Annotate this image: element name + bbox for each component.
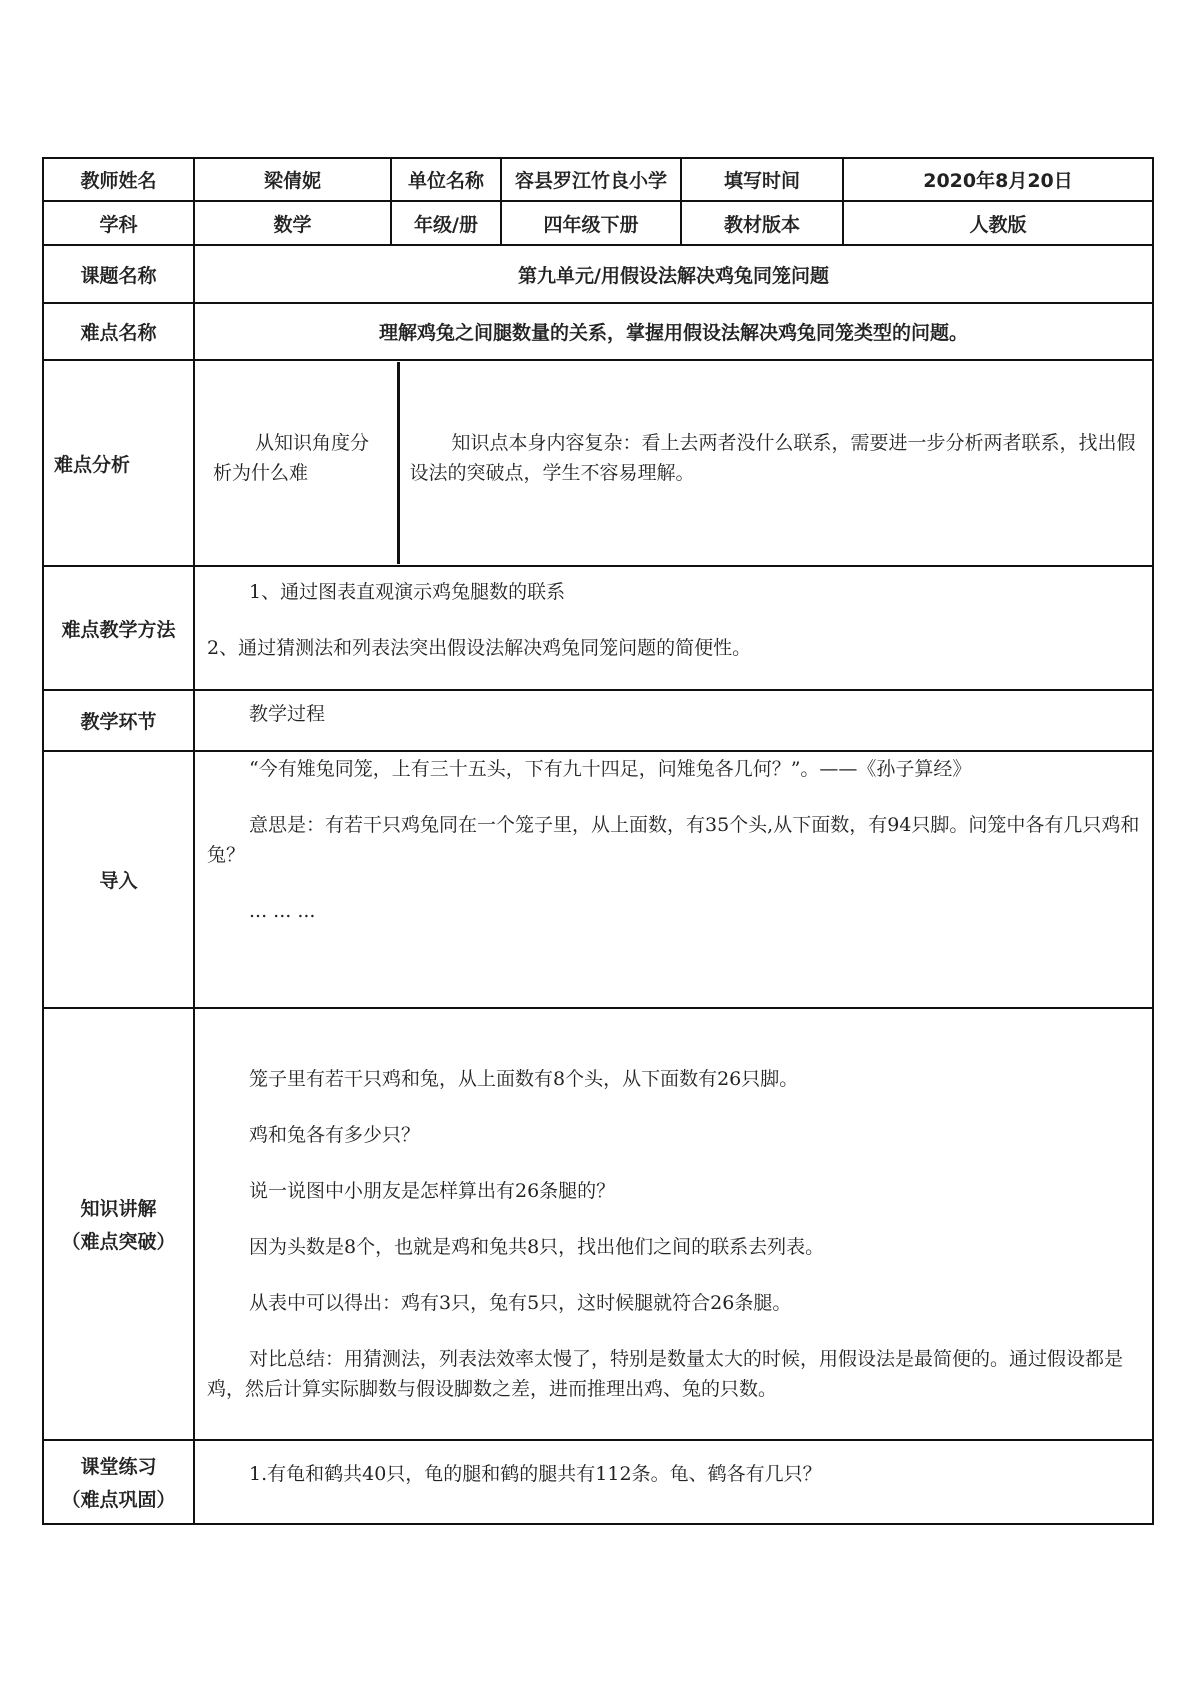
- analysis-label: 难点分析: [43, 360, 194, 566]
- grade-value: 四年级下册: [501, 201, 681, 245]
- process-value: 教学过程: [249, 703, 326, 725]
- analysis-inner: [195, 362, 1152, 564]
- intro-meaning: 意思是：有若干只鸡兔同在一个笼子里，从上面数，有35个头,从下面数，有94只脚。问笼中各有几只鸡和兔？: [207, 814, 1140, 866]
- edition-value: 人教版: [843, 201, 1153, 245]
- date-value: 2020年8月20日: [843, 158, 1153, 201]
- knowledge-p6: 对比总结：用猜测法，列表法效率太慢了，特别是数量太大的时候，用假设法是最简便的。通过假设都是鸡，然后计算实际脚数与假设脚数之差，进而推理出鸡、兔的只数。: [207, 1348, 1124, 1400]
- teacher-label: 教师姓名: [43, 158, 194, 201]
- knowledge-cell: [194, 1008, 1153, 1440]
- method-item-1: 1、通过图表直观演示鸡兔腿数的联系: [249, 581, 566, 603]
- intro-ellipsis: ... ... ...: [249, 900, 316, 922]
- topic-value: 第九单元/用假设法解决鸡兔同笼问题: [194, 245, 1153, 303]
- process-row: [43, 690, 1153, 751]
- analysis-row: [43, 360, 1153, 566]
- difficulty-value: 理解鸡兔之间腿数量的关系，掌握用假设法解决鸡兔同笼类型的问题。: [194, 303, 1153, 360]
- difficulty-row: [43, 303, 1153, 360]
- teacher-name: 梁倩妮: [194, 158, 391, 201]
- date-label: 填写时间: [681, 158, 843, 201]
- grade-label: 年级/册: [391, 201, 501, 245]
- topic-label: 课题名称: [43, 245, 194, 303]
- intro-row: [43, 751, 1153, 1008]
- method-cell: [194, 566, 1153, 690]
- subject-label: 学科: [43, 201, 194, 245]
- intro-cell: [194, 751, 1153, 1008]
- knowledge-p2: 鸡和兔各有多少只？: [249, 1124, 421, 1146]
- analysis-angle-text: 从知识角度分析为什么难: [213, 432, 370, 484]
- intro-label: 导入: [43, 751, 194, 1008]
- intro-quote: “今有雉兔同笼，上有三十五头，下有九十四足，问雉兔各几何？”。——《孙子算经》: [249, 758, 972, 780]
- lesson-plan-sheet: [42, 157, 1152, 1525]
- knowledge-p5: 从表中可以得出：鸡有3只，兔有5只，这时候腿就符合26条腿。: [249, 1292, 792, 1314]
- practice-label-cell: [43, 1440, 194, 1524]
- practice-q1: 1.有龟和鹤共40只，龟的腿和鹤的腿共有112条。龟、鹤各有几只？: [249, 1463, 822, 1485]
- knowledge-label-cell: [43, 1008, 194, 1440]
- analysis-angle-cell: [195, 362, 398, 564]
- analysis-content-cell: [398, 362, 1152, 564]
- method-row: [43, 566, 1153, 690]
- header-row-1: [43, 158, 1153, 201]
- knowledge-label-line2: （难点突破）: [61, 1231, 176, 1253]
- difficulty-label: 难点名称: [43, 303, 194, 360]
- process-cell: [194, 690, 1153, 751]
- knowledge-p4: 因为头数是8个，也就是鸡和兔共8只，找出他们之间的联系去列表。: [249, 1236, 825, 1258]
- practice-cell: [194, 1440, 1153, 1524]
- topic-row: [43, 245, 1153, 303]
- analysis-cell: [194, 360, 1153, 566]
- unit-label: 单位名称: [391, 158, 501, 201]
- edition-label: 教材版本: [681, 201, 843, 245]
- knowledge-p1: 笼子里有若干只鸡和兔，从上面数有8个头，从下面数有26只脚。: [249, 1068, 799, 1090]
- knowledge-row: [43, 1008, 1153, 1440]
- knowledge-label-line1: 知识讲解: [80, 1198, 157, 1220]
- subject-value: 数学: [194, 201, 391, 245]
- practice-row: [43, 1440, 1153, 1524]
- practice-label-line2: （难点巩固）: [61, 1489, 176, 1511]
- lesson-plan-table: [42, 157, 1154, 1525]
- method-label: 难点教学方法: [43, 566, 194, 690]
- method-item-2: 2、通过猜测法和列表法突出假设法解决鸡兔同笼问题的简便性。: [207, 637, 752, 659]
- unit-name: 容县罗江竹良小学: [501, 158, 681, 201]
- practice-label-line1: 课堂练习: [80, 1456, 157, 1478]
- analysis-content: 知识点本身内容复杂：看上去两者没什么联系，需要进一步分析两者联系，找出假设法的突破点，学生不容易理解。: [409, 432, 1136, 484]
- process-label: 教学环节: [43, 690, 194, 751]
- knowledge-p3: 说一说图中小朋友是怎样算出有26条腿的？: [249, 1180, 616, 1202]
- header-row-2: [43, 201, 1153, 245]
